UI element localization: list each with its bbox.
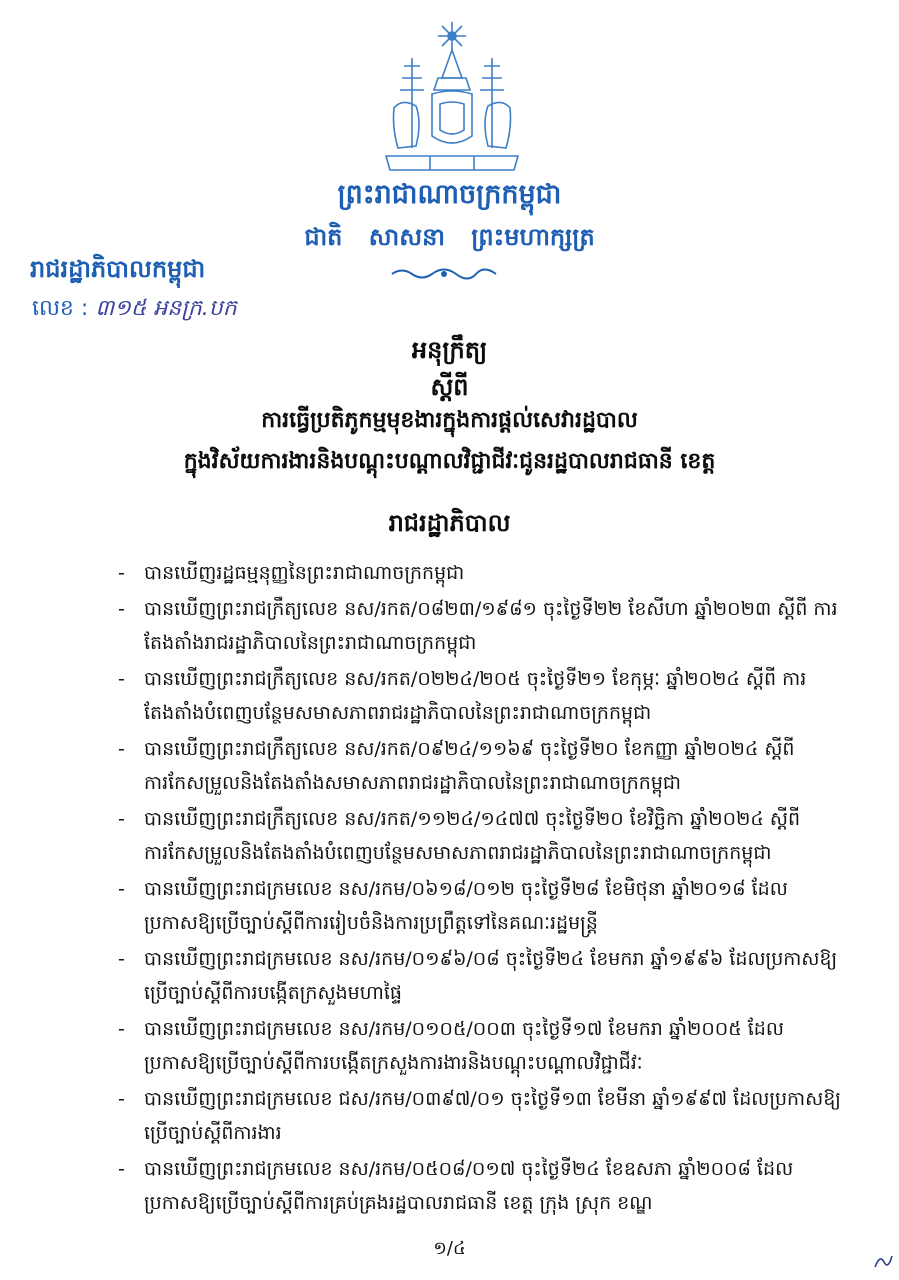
clause-text: បានឃើញព្រះរាជក្រឹត្យលេខ នស/រកត/០៩២៤/១១៦៩ ចុះថ្ងៃទី២០ ខែកញ្ញា ឆ្នាំ២០២៤ ស្តីពី ការកែសម្រួលនិងតែងតាំងសមាសភាពរាជរដ្ឋាភិបាលនៃព្រះរាជាណាចក្រកម្ពុជា (144, 738, 795, 794)
decorative-flourish-icon (388, 265, 500, 283)
clause-text: បានឃើញព្រះរាជក្រមលេខ នស/រកម/០៦១៨/០១២ ចុះថ្ងៃទី២៨ ខែមិថុនា ឆ្នាំ២០១៨ ដែលប្រកាសឱ្យប្រើច្បាប់ស្តីពីការរៀបចំនិងការប្រព្រឹត្តទៅនៃគណៈរដ្ឋមន្ត្រី (144, 878, 788, 934)
preamble-clause (114, 942, 854, 1010)
preamble-clause (114, 872, 854, 940)
government-label: រាជរដ្ឋាភិបាលកម្ពុជា (30, 254, 206, 283)
preamble-clause (114, 802, 854, 870)
preamble-list (114, 556, 854, 1222)
document-subject-prefix: ស្តីពី (430, 372, 469, 401)
clause-text: បានឃើញរដ្ឋធម្មនុញ្ញនៃព្រះរាជាណាចក្រកម្ពុជា (144, 562, 465, 584)
clause-text: បានឃើញព្រះរាជក្រឹត្យលេខ នស/រកត/០៨២៣/១៩៨១ ចុះថ្ងៃទី២២ ខែសីហា ឆ្នាំ២០២៣ ស្តីពី ការតែងតាំងរាជរដ្ឋាភិបាលនៃព្រះរាជាណាចក្រកម្ពុជា (144, 598, 838, 654)
document-number-value: ៣១៥ អនក្រ.បក (95, 296, 237, 321)
clause-text: បានឃើញព្រះរាជក្រឹត្យលេខ នស/រកត/១១២៤/១៤៧៧ ចុះថ្ងៃទី២០ ខែវិច្ឆិកា ឆ្នាំ២០២៤ ស្តីពី ការកែសម្រួលនិងតែងតាំងបំពេញបន្ថែមសមាសភាពរាជរដ្ឋាភិបាលនៃព្រះរាជាណាចក្រកម្ពុជា (144, 808, 801, 864)
initial-mark-icon (872, 1250, 894, 1272)
document-subject-line-2: ក្នុងវិស័យការងារនិងបណ្តុះបណ្តាលវិជ្ជាជីវៈជូនរដ្ឋបាលរាជធានី ខេត្ត (183, 448, 716, 474)
page-number: ១/៤ (433, 1238, 466, 1259)
preamble-clause (114, 556, 854, 590)
clause-text: បានឃើញព្រះរាជក្រមលេខ នស/រកម/០៥០៨/០១៧ ចុះថ្ងៃទី២៤ ខែឧសភា ឆ្នាំ២០០៨ ដែលប្រកាសឱ្យប្រើច្បាប់ស្តីពីការគ្រប់គ្រងរដ្ឋបាលរាជធានី ខេត្ត ក្រុង ស្រុក ខណ្ឌ (144, 1158, 794, 1214)
preamble-clause (114, 1012, 854, 1080)
preamble-clause (114, 1152, 854, 1220)
preamble-clause (114, 732, 854, 800)
document-number (32, 294, 237, 326)
clause-dash: - (118, 1018, 125, 1040)
clause-dash: - (118, 738, 125, 760)
issuer-heading: រាជរដ្ឋាភិបាល (388, 508, 511, 537)
kingdom-name: ព្រះរាជាណាចក្រកម្ពុជា (337, 179, 562, 210)
clause-text: បានឃើញព្រះរាជក្រឹត្យលេខ នស/រកត/០២២៤/២០៥ ចុះថ្ងៃទី២១ ខែកុម្ភៈ ឆ្នាំ២០២៤ ស្តីពី ការតែងតាំងបំពេញបន្ថែមសមាសភាពរាជរដ្ឋាភិបាលនៃព្រះរាជាណាចក្រកម្ពុជា (144, 668, 807, 724)
clause-dash: - (118, 1158, 125, 1180)
document-subject-line-1: ការធ្វើប្រតិភូកម្មមុខងារក្នុងការផ្តល់សេវារដ្ឋបាល (261, 407, 638, 433)
clause-text: បានឃើញព្រះរាជក្រមលេខ នស/រកម/០១០៥/០០៣ ចុះថ្ងៃទី១៧ ខែមករា ឆ្នាំ២០០៥ ដែលប្រកាសឱ្យប្រើច្បាប់ស្តីពីការបង្កើតក្រសួងការងារនិងបណ្តុះបណ្តាលវិជ្ជាជីវៈ (144, 1018, 784, 1074)
clause-dash: - (118, 1088, 125, 1110)
clause-dash: - (118, 878, 125, 900)
royal-coat-of-arms-icon (372, 18, 532, 178)
clause-dash: - (118, 668, 125, 690)
national-motto: ជាតិ សាសនា ព្រះមហាក្សត្រ (304, 222, 595, 251)
clause-dash: - (118, 808, 125, 830)
document-number-label: លេខ : (32, 296, 89, 321)
clause-text: បានឃើញព្រះរាជក្រមលេខ ជស/រកម/០៣៩៧/០១ ចុះថ្ងៃទី១៣ ខែមីនា ឆ្នាំ១៩៩៧ ដែលប្រកាសឱ្យប្រើច្បាប់ស្តីពីការងារ (144, 1088, 841, 1144)
clause-dash: - (118, 948, 125, 970)
document-type: អនុក្រឹត្យ (411, 335, 488, 364)
clause-dash: - (118, 562, 125, 584)
preamble-clause (114, 592, 854, 660)
clause-text: បានឃើញព្រះរាជក្រមលេខ នស/រកម/០១៩៦/០៨ ចុះថ្ងៃទី២៤ ខែមករា ឆ្នាំ១៩៩៦ ដែលប្រកាសឱ្យប្រើច្បាប់ស្តីពីការបង្កើតក្រសួងមហាផ្ទៃ (144, 948, 838, 1004)
preamble-clause (114, 1082, 854, 1150)
preamble-clause (114, 662, 854, 730)
clause-dash: - (118, 598, 125, 620)
